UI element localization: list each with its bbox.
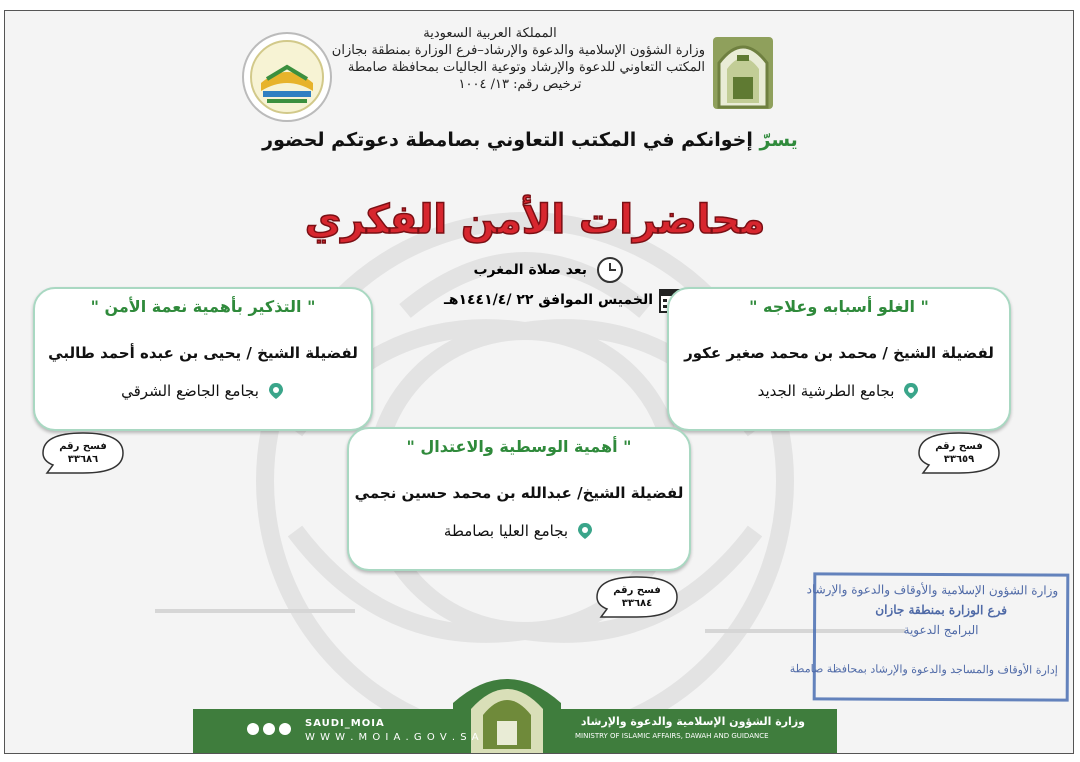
lecture-place (35, 382, 371, 400)
stamp-line: فرع الوزارة بمنطقة جازان (875, 602, 1008, 618)
footer-ministry (575, 715, 805, 743)
location-pin-icon (576, 522, 594, 540)
ministry-name-en: MINISTRY OF ISLAMIC AFFAIRS, DAWAH AND GUIDANCE (575, 732, 769, 740)
permit-number: ٣٣٦٨٤ (621, 598, 653, 609)
location-pin-icon (902, 382, 920, 400)
lecture-topic: " التذكير بأهمية نعمة الأمن " (90, 297, 316, 316)
location-pin-icon (267, 382, 285, 400)
permit-number: ٣٣٦٨٦ (67, 454, 99, 465)
twitter-icon[interactable] (279, 723, 291, 735)
lecture-speaker: لفضيلة الشيخ / يحيى بن عبده أحمد طالبي (48, 344, 358, 362)
social-icons (247, 723, 291, 735)
event-title (275, 179, 795, 259)
lecture-card-3 (347, 427, 691, 571)
footer-contact (305, 717, 480, 745)
time-text: بعد صلاة المغرب (473, 262, 587, 278)
clock-icon (595, 255, 625, 285)
stamp-line: وزارة الشؤون الإسلامية والأوقاف والدعوة والإرشاد (806, 582, 1059, 598)
permit-label: فسح رقم (59, 441, 107, 452)
poster (4, 10, 1074, 754)
youtube-icon[interactable] (263, 723, 275, 735)
license-number: ترخيص رقم: ١٣/ ١٠٠٤ (458, 77, 582, 92)
permit-badge-3 (593, 575, 681, 619)
lecture-place (669, 382, 1009, 400)
lecture-place (349, 522, 689, 540)
website-link[interactable]: W W W . M O I A . G O V . S A (305, 732, 480, 743)
date-text: الخميس الموافق ٢٢ /١٤٤١/٤هـ (443, 292, 653, 308)
lecture-speaker: لفضيلة الشيخ / محمد بن محمد صغير عكور (684, 344, 994, 362)
lecture-topic: " الغلو أسبابه وعلاجه " (749, 297, 929, 316)
date-row (385, 287, 685, 313)
lecture-card-1 (667, 287, 1011, 431)
office-name: المكتب التعاوني للدعوة والإرشاد وتوعية الجاليات بمحافظة صامطة (347, 60, 705, 75)
lecture-topic: " أهمية الوسطية والاعتدال " (406, 437, 632, 456)
permit-badge-1 (915, 431, 1003, 475)
country-name: المملكة العربية السعودية (423, 26, 557, 41)
invitation-line (255, 129, 805, 151)
instagram-icon[interactable] (247, 723, 259, 735)
stamp-line: البرامج الدعوية (903, 622, 979, 638)
social-handle[interactable]: SAUDI_MOIA (305, 718, 385, 729)
ministry-logo (711, 27, 775, 111)
permit-label: فسح رقم (935, 441, 983, 452)
mosque-name: بجامع العليا بصامطة (443, 522, 569, 540)
permit-number: ٣٣٦٥٩ (943, 454, 975, 465)
mosque-name: بجامع الطرشية الجديد (757, 382, 895, 400)
invite-lead: يسرّ (759, 129, 798, 151)
time-row (445, 255, 625, 285)
permit-label: فسح رقم (613, 585, 661, 596)
stamp-line: إدارة الأوقاف والمساجد والدعوة والإرشاد بمحافظة صامطة (789, 662, 1058, 677)
official-stamp (789, 572, 1070, 701)
header-text (331, 25, 705, 93)
office-logo (241, 31, 333, 123)
lecture-speaker: لفضيلة الشيخ/ عبدالله بن محمد حسين نجمي (354, 484, 684, 502)
permit-badge-2 (39, 431, 127, 475)
invite-text: إخوانكم في المكتب التعاوني بصامطة دعوتكم لحضور (262, 129, 753, 151)
lecture-card-2 (33, 287, 373, 431)
mosque-name: بجامع الجاضع الشرقي (121, 382, 259, 400)
ministry-name-ar: وزارة الشؤون الإسلامية والدعوة والإرشاد (580, 715, 805, 728)
title-text: محاضرات الأمن الفكري (304, 197, 766, 243)
ministry-branch: وزارة الشؤون الإسلامية والدعوة والإرشاد–فرع الوزارة بمنطقة بجازان (331, 43, 705, 58)
